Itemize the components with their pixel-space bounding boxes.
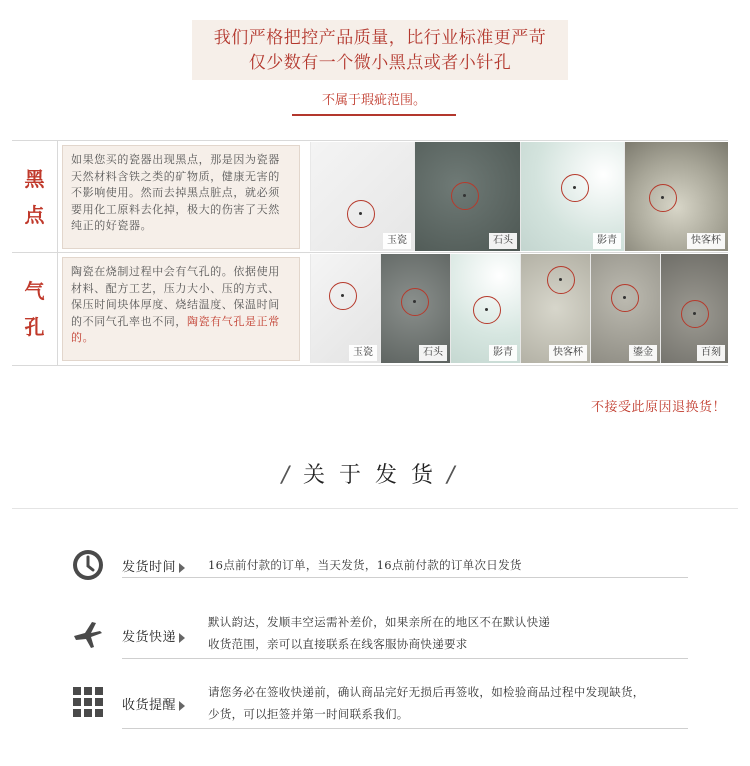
photo-caption: 石头 (419, 345, 447, 361)
defect-description-text: 如果您买的瓷器出现黑点，那是因为瓷器天然材料含铁之类的矿物质，健康无害的不影响使用。然而去掉黑点脏点，就必须要用化工原料去化掉，极大的伤害了天然纯正的好瓷器。 (71, 153, 280, 232)
photo-caption: 玉瓷 (349, 345, 377, 361)
hole-marker-circle (401, 288, 429, 316)
arrow-right-icon (179, 563, 185, 573)
shipping-item-label (122, 626, 185, 645)
shipping-line: 16点前付款的订单，当天发货，16点前付款的订单次日发货 (208, 558, 522, 572)
photo-caption: 快客杯 (549, 345, 587, 361)
photo-caption: 石头 (489, 233, 517, 249)
notice-line-1: 我们严格把控产品质量，比行业标准更严苛 (213, 28, 547, 48)
defect-label-char: 孔 (24, 315, 45, 339)
shipping-item-label (122, 694, 185, 713)
defect-photo (414, 142, 520, 251)
defect-photo (380, 254, 450, 363)
defect-photo (624, 142, 728, 251)
defect-row-pinhole (12, 253, 728, 365)
shipping-title-text: 关于发货 (302, 463, 447, 488)
defect-photo (590, 254, 660, 363)
spot-marker-circle (347, 200, 375, 228)
defect-label-char: 黑 (24, 166, 45, 191)
title-slash: / (447, 463, 469, 488)
airplane-icon (72, 618, 104, 650)
shipping-item-text (208, 681, 645, 725)
shipping-line: 少货，可以拒签并第一时间联系我们。 (208, 707, 409, 721)
defect-photo (520, 142, 624, 251)
shipping-line: 默认韵达，发顺丰空运需补差价，如果亲所在的地区不在默认快递 (208, 615, 551, 629)
photo-caption: 影青 (593, 233, 621, 249)
arrow-right-icon (179, 701, 185, 711)
defect-photo (310, 142, 414, 251)
spot-marker-circle (451, 182, 479, 210)
notice-line-2: 仅少数有一个微小黑点或者小针孔 (248, 53, 512, 73)
shipping-item-text (208, 611, 550, 655)
shipping-item-text (208, 554, 522, 576)
notice-subtitle: 不属于瑕疵范围。 (292, 88, 456, 116)
defect-photo (520, 254, 590, 363)
defect-description-highlight: 陶瓷有气孔是正常的。 (71, 314, 280, 344)
underline (122, 658, 688, 659)
defect-label (12, 253, 58, 365)
shipping-line: 收货范围，亲可以直接联系在线客服协商快递要求 (208, 637, 468, 651)
defect-label-char: 点 (24, 202, 45, 227)
photo-caption: 快客杯 (687, 233, 725, 249)
defect-description-text: 陶瓷在烧制过程中会有气孔的。依据使用材料、配方工艺，压力大小、压的方式、保压时间块体厚度、烧结温度、保温时间的不同气孔率也不同， (71, 265, 280, 328)
defect-label-char: 气 (24, 279, 45, 303)
defect-label (12, 141, 58, 252)
arrow-right-icon (179, 633, 185, 643)
shipping-item-receipt (72, 684, 712, 730)
photo-caption: 影青 (489, 345, 517, 361)
title-slash: / (281, 463, 303, 488)
photo-caption: 百刻 (697, 345, 725, 361)
shipping-line: 请您务必在签收快递前，确认商品完好无损后再签收，如检验商品过程中发现缺货， (208, 685, 645, 699)
defect-description (62, 257, 300, 361)
defect-photo (450, 254, 520, 363)
shipping-title (0, 458, 750, 489)
label-text: 发货时间 (122, 560, 177, 575)
quality-notice (192, 20, 568, 80)
clock-icon (72, 549, 104, 581)
underline (122, 728, 688, 729)
defect-description (62, 145, 300, 249)
label-text: 收货提醒 (122, 698, 177, 713)
label-text: 发货快递 (122, 630, 177, 645)
shipping-item-time (72, 549, 712, 585)
defect-photo (660, 254, 728, 363)
defect-row-black-spot (12, 141, 728, 253)
spot-marker-circle (649, 184, 677, 212)
defect-photo (310, 254, 380, 363)
hole-marker-circle (547, 266, 575, 294)
hole-marker-circle (681, 300, 709, 328)
photo-caption: 玉瓷 (383, 233, 411, 249)
refuse-notice: 不接受此原因退换货！ (590, 400, 726, 415)
grid-icon (72, 686, 104, 718)
photo-caption: 鎏金 (629, 345, 657, 361)
hole-marker-circle (611, 284, 639, 312)
underline (122, 577, 688, 578)
defect-table (12, 140, 728, 366)
spot-marker-circle (561, 174, 589, 202)
shipping-item-courier (72, 614, 712, 660)
shipping-item-label (122, 556, 185, 575)
hole-marker-circle (329, 282, 357, 310)
divider (12, 508, 738, 509)
hole-marker-circle (473, 296, 501, 324)
